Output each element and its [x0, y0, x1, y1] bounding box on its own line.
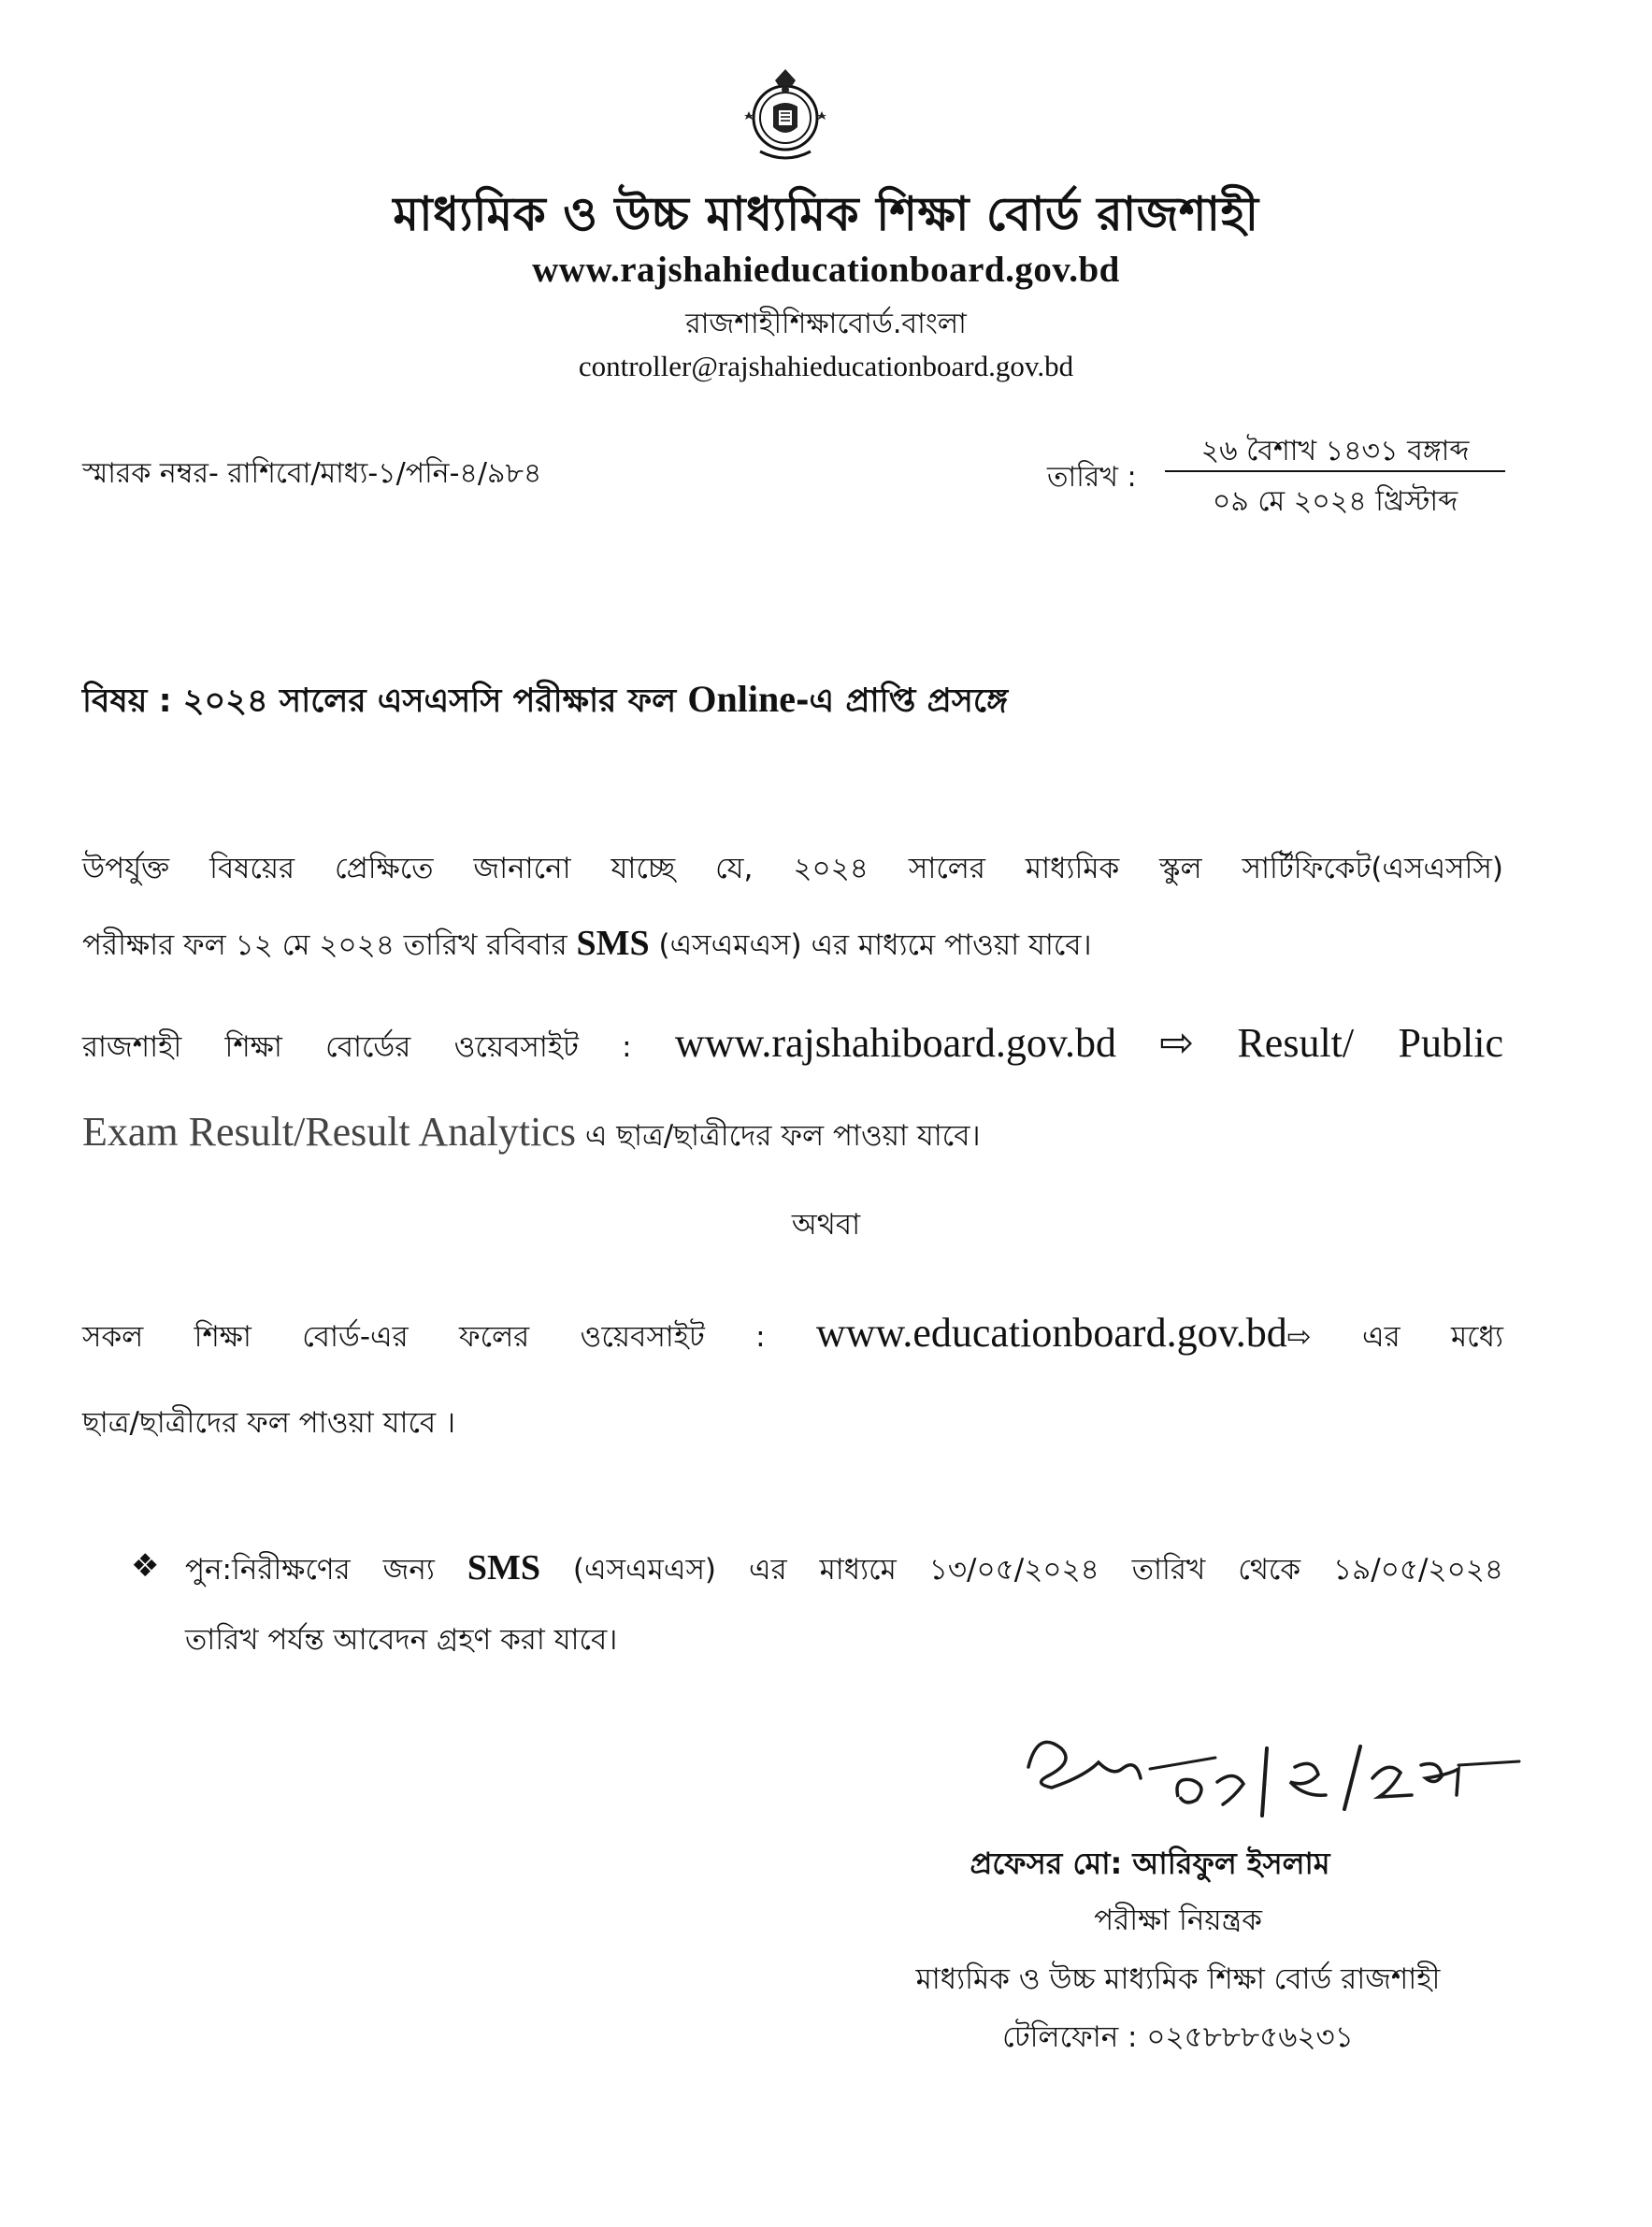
signer-phone: টেলিফোন : ০২৫৮৮৮৫৬২৩১ [1002, 2020, 1354, 2054]
education-board-url: www.educationboard.gov.bd [815, 1310, 1287, 1356]
bullet-text-b: (এসএমএস) এর মাধ্যমে ১৩/০৫/২০২৪ তারিখ থেকে ১৯/০৫/২০২৪ [539, 1553, 1503, 1587]
p2-result-path: Result/ Public [1237, 1020, 1503, 1066]
board-title: মাধ্যমিক ও উচ্চ মাধ্যমিক শিক্ষা বোর্ড রাজশাহী [393, 187, 1259, 241]
signer-office: মাধ্যমিক ও উচ্চ মাধ্যমিক শিক্ষা বোর্ড রাজশাহী [915, 1962, 1441, 1996]
board-website-bangla: রাজশাহীশিক্ষাবোর্ড.বাংলা [685, 308, 967, 340]
p1-text-a: পরীক্ষার ফল ১২ মে ২০২৪ তারিখ রবিবার [82, 928, 577, 962]
bullet-line-1 [185, 1547, 1503, 1596]
bullet-diamond-icon: ❖ [131, 1547, 160, 1585]
signer-designation: পরীক্ষা নিয়ন্ত্রক [1094, 1904, 1262, 1937]
memo-number: স্মারক নম্বর- রাশিবো/মাধ্য-১/পনি-৪/৯৮৪ [82, 457, 542, 490]
date-divider [1165, 470, 1505, 472]
paragraph-3-line-2: ছাত্র/ছাত্রীদের ফল পাওয়া যাবে । [82, 1406, 456, 1440]
bullet-text-a: পুন:নিরীক্ষণের জন্য [185, 1553, 467, 1587]
date-gregorian: ০৯ মে ২০২৪ খ্রিস্টাব্দ [1212, 485, 1458, 518]
subject-prefix: বিষয় : ২০২৪ সালের এসএসসি পরীক্ষার ফল [82, 682, 688, 720]
arrow-right-icon: ⇨ [1286, 1320, 1312, 1354]
p2-text-a: রাজশাহী শিক্ষা বোর্ডের ওয়েবসাইট : [82, 1030, 675, 1064]
rajshahi-board-url: www.rajshahiboard.gov.bd [674, 1020, 1116, 1066]
paragraph-1-line-2 [82, 923, 1503, 971]
paragraph-2-line-1 [82, 1019, 1503, 1073]
handwritten-signature [1010, 1711, 1533, 1832]
paragraph-2-line-2 [82, 1108, 1503, 1162]
p2-text-b: এ ছাত্র/ছাত্রীদের ফল পাওয়া যাবে। [575, 1119, 981, 1153]
arrow-right-icon: ⇨ [1159, 1019, 1195, 1067]
date-label: তারিখ : [1047, 461, 1137, 494]
or-separator: অথবা [791, 1208, 861, 1242]
subject-suffix: -এ প্রাপ্তি প্রসঙ্গে [796, 682, 1009, 720]
subject-line [82, 675, 1008, 730]
p2-result-path-cont: Exam Result/Result Analytics [82, 1109, 576, 1155]
paragraph-3-line-1 [82, 1309, 1503, 1363]
board-website: www.rajshahieducationboard.gov.bd [532, 250, 1120, 290]
p1-text-b: (এসএমএস) এর মাধ্যমে পাওয়া যাবে। [649, 928, 1092, 962]
bullet-sms: SMS [467, 1548, 540, 1588]
p1-sms: SMS [576, 924, 650, 963]
signer-name: প্রফেসর মো: আরিফুল ইসলাম [970, 1846, 1330, 1881]
board-emblem-icon [732, 62, 839, 168]
date-bangla: ২৬ বৈশাখ ১৪৩১ বঙ্গাব্দ [1200, 435, 1470, 467]
paragraph-1-line-1: উপর্যুক্ত বিষয়ের প্রেক্ষিতে জানানো যাচ্ছে যে, ২০২৪ সালের মাধ্যমিক স্কুল সার্টিফিকেট(এসএসসি) [82, 852, 1503, 885]
board-email: controller@rajshahieducationboard.gov.bd [578, 350, 1074, 382]
bullet-line-2: তারিখ পর্যন্ত আবেদন গ্রহণ করা যাবে। [185, 1623, 618, 1657]
subject-online: Online [687, 678, 797, 720]
p3-text-a: সকল শিক্ষা বোর্ড-এর ফলের ওয়েবসাইট : [82, 1320, 816, 1354]
p3-text-b: এর মধ্যে [1311, 1320, 1503, 1354]
